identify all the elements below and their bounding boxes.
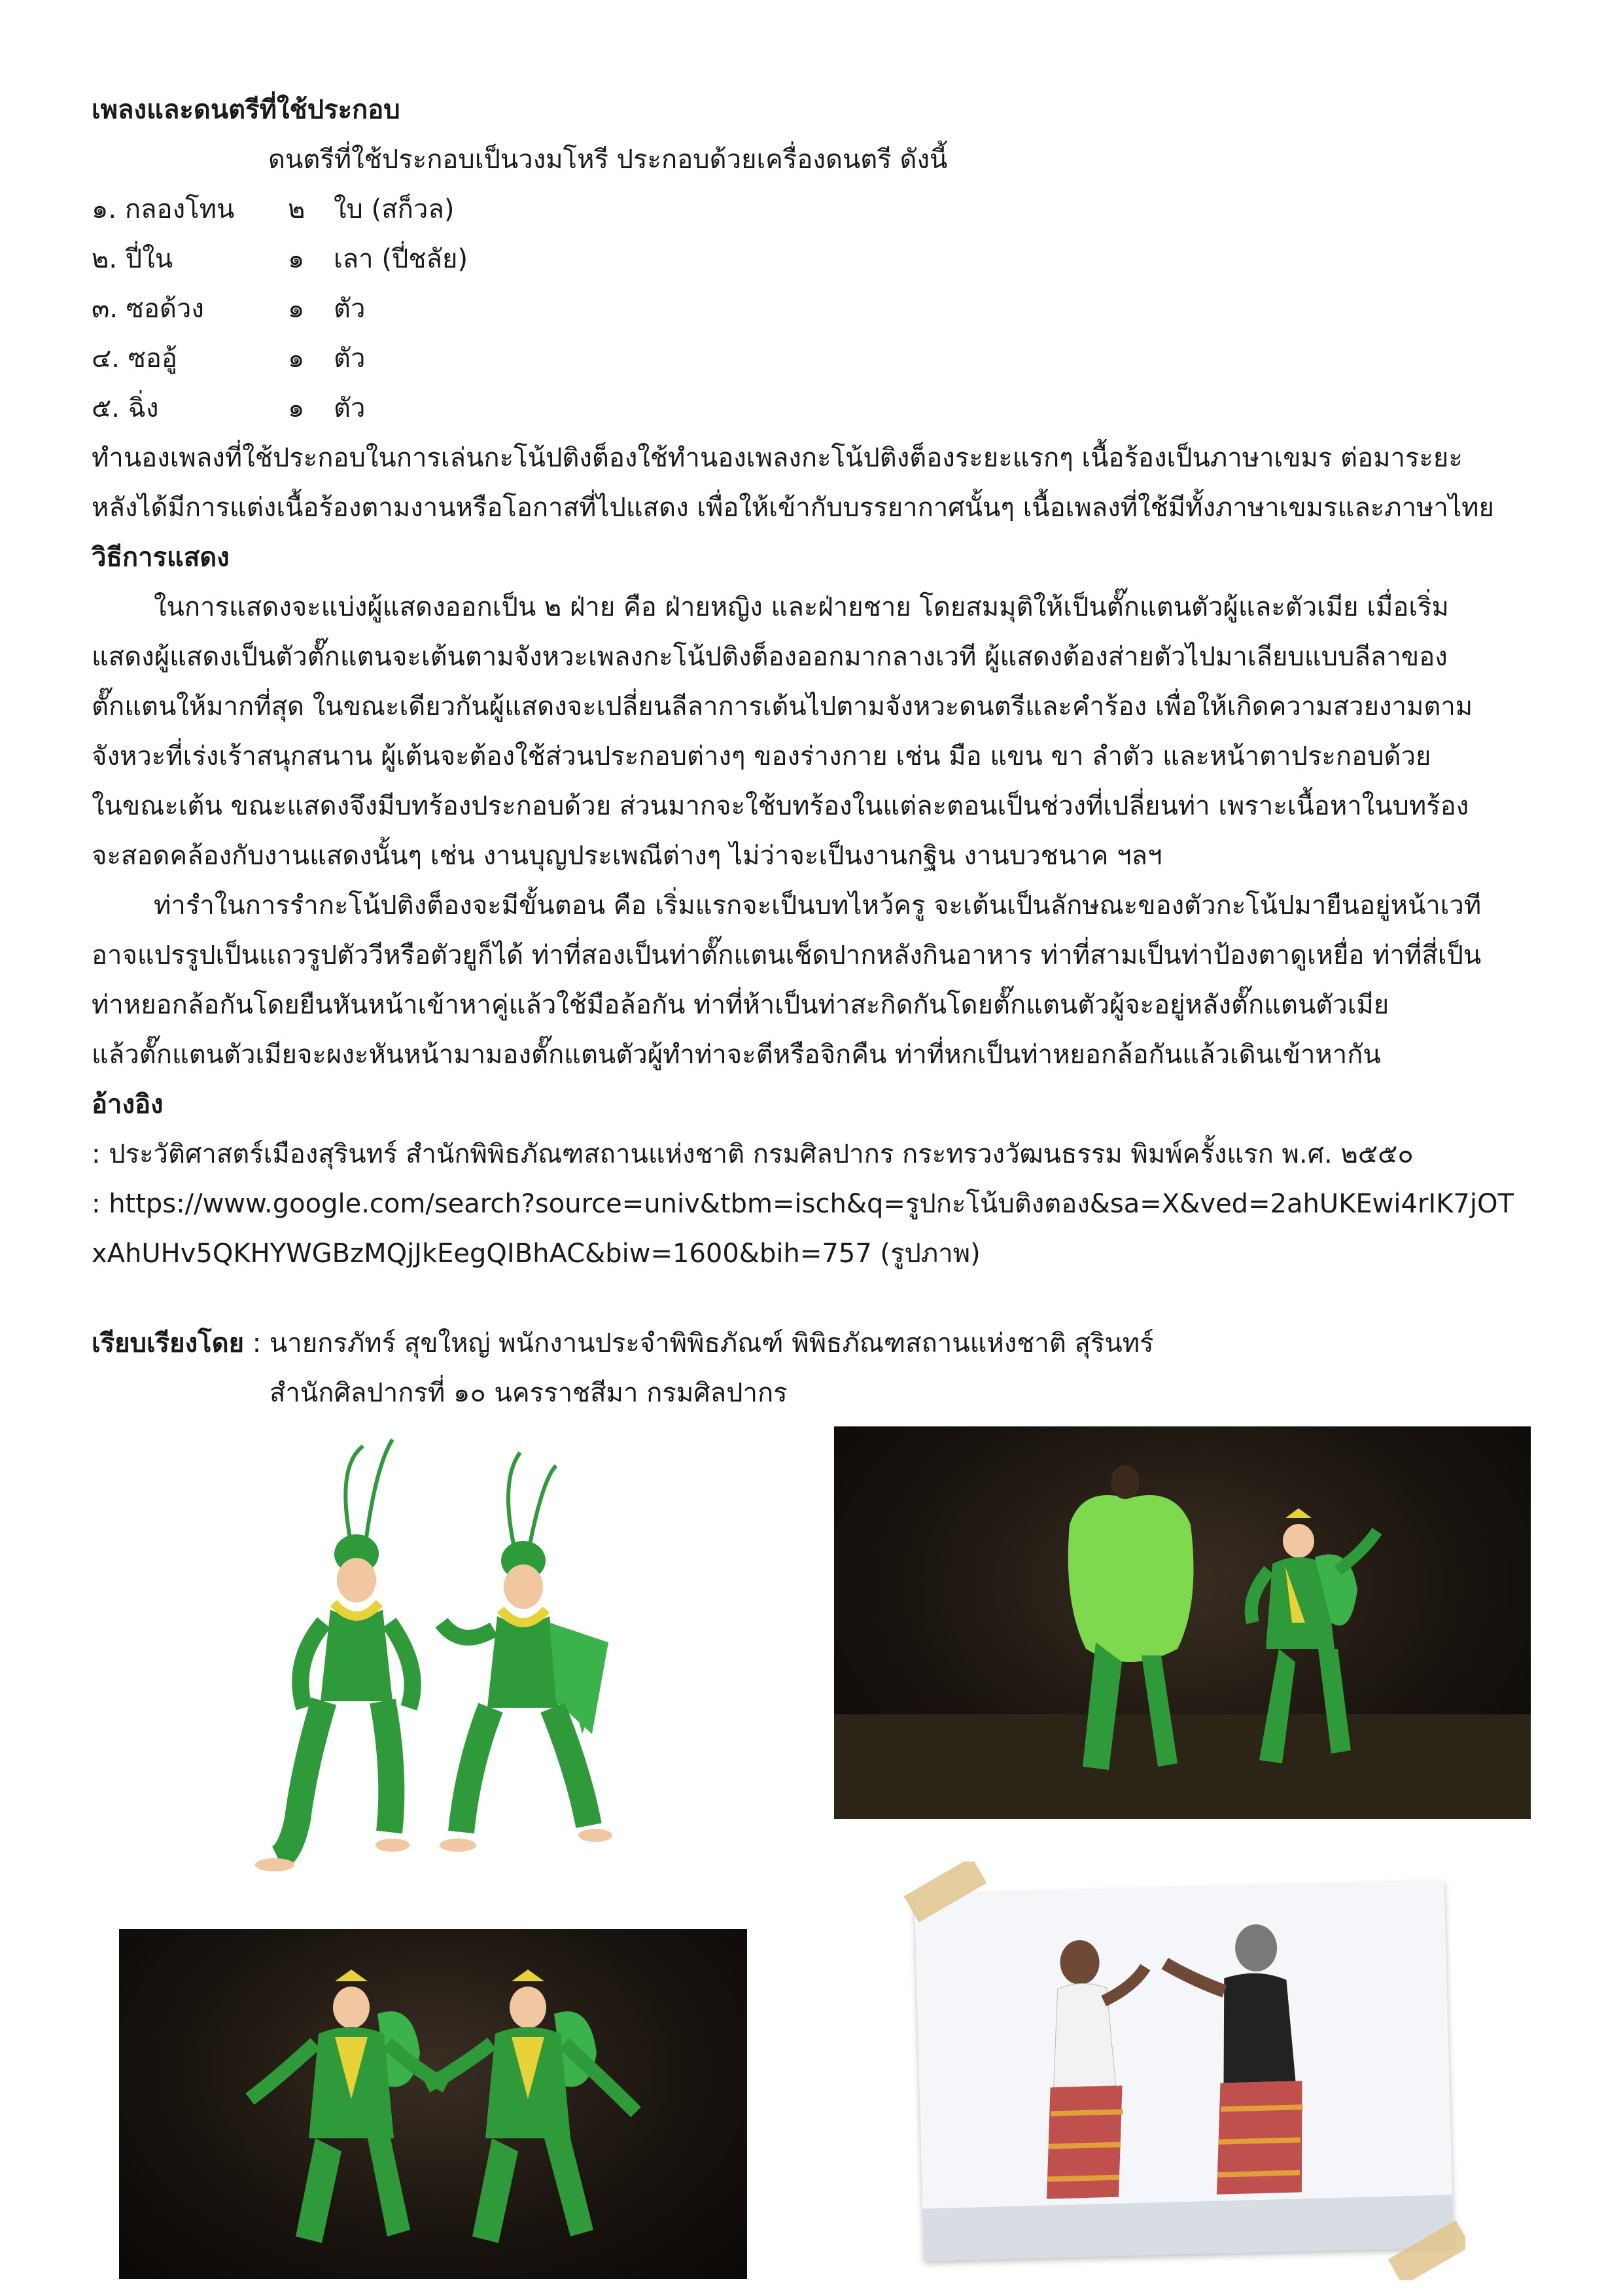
photo-illustration-dancers xyxy=(226,1426,631,1884)
instrument-qty: ๑ xyxy=(288,344,305,374)
paragraph-line: อาจแปรรูปเป็นแถวรูปตัววีหรือตัวยูก็ได้ ท่าที่สองเป็นท่าตั๊กแตนเช็ดปากหลังกินอาหาร ท่าที่สามเป็นท่าป้องตาดูเหยื่อ ท่าที่สี่เป็น xyxy=(92,940,1482,970)
instrument-qty: ๑ xyxy=(288,294,305,324)
paragraph-line: ทำนองเพลงที่ใช้ประกอบในการเล่นกะโน้ปติงต็องใช้ทำนองเพลงกะโน้ปติงต็องระยะแรกๆ เนื้อร้องเป็นภาษาเขมร ต่อมาระยะ xyxy=(92,443,1463,473)
paragraph-line: ท่าหยอกล้อกันโดยยืนหันหน้าเข้าหาคู่แล้วใช้มือล้อกัน ท่าที่ห้าเป็นท่าสะกิดกันโดยตั๊กแตนตัวผู้จะอยู่หลังตั๊กแตนตัวเมีย xyxy=(92,990,1389,1020)
stage-dancers-image xyxy=(834,1426,1531,1819)
photo-two-dancers xyxy=(119,1929,747,2279)
byline-office: สำนักศิลปากรที่ ๑๐ นครราชสีมา กรมศิลปากร xyxy=(270,1378,788,1408)
two-dancers-image xyxy=(119,1929,747,2279)
instrument-row xyxy=(92,284,1537,334)
music-intro: ดนตรีที่ใช้ประกอบเป็นวงมโหรี ประกอบด้วยเครื่องดนตรี ดังนี้ xyxy=(268,145,948,175)
instrument-row xyxy=(92,383,1537,433)
reference-link[interactable]: : https://www.google.com/search?source=univ&tbm=isch&q=รูปกะโน้บติงตอง&sa=X&ved=2ahUKEwi4rIK7jOT xyxy=(92,1189,1514,1219)
instrument-name: ๓. ซอด้วง xyxy=(92,294,204,324)
paragraph-line: ในการแสดงจะแบ่งผู้แสดงออกเป็น ๒ ฝ่าย คือ ฝ่ายหญิง และฝ่ายชาย โดยสมมุติให้เป็นตั๊กแตนตัวผู้และตัวเมีย เมื่อเริ่ม xyxy=(154,592,1449,622)
byline xyxy=(92,1318,1154,1418)
vintage-photo-frame xyxy=(915,1881,1454,2261)
instrument-list xyxy=(92,185,1537,433)
paragraph-line: ท่ารำในการรำกะโน้ปติงต็องจะมีขั้นตอน คือ เริ่มแรกจะเป็นบทไหว้ครู จะเต้นเป็นลักษณะของตัวกะโน้ปมายืนอยู่หน้าเวที xyxy=(154,891,1482,921)
photo-vintage-performers xyxy=(903,1862,1465,2280)
paragraph-line: แสดงผู้แสดงเป็นตัวตั๊กแตนจะเต้นตามจังหวะเพลงกะโน้ปติงต็องออกมากลางเวที ผู้แสดงต้องส่ายตัวไปมาเลียบแบบลีลาของ xyxy=(92,642,1448,672)
vintage-performers-image xyxy=(915,1881,1454,2261)
paragraph-line: ในขณะเต้น ขณะแสดงจึงมีบทร้องประกอบด้วย ส่วนมากจะใช้บทร้องในแต่ละตอนเป็นช่วงที่เปลี่ยนท่า เพราะเนื้อหาในบทร้อง xyxy=(92,791,1469,821)
instrument-row xyxy=(92,234,1537,284)
byline-label: เรียบเรียงโดย xyxy=(92,1328,245,1358)
photo-stage-dancers xyxy=(834,1426,1531,1819)
paragraph-line: แล้วตั๊กแตนตัวเมียจะผงะหันหน้ามามองตั๊กแตนตัวผู้ทำท่าจะตีหรือจิกคืน ท่าที่หกเป็นท่าหยอกล้อกันแล้วเดินเข้าหากัน xyxy=(92,1040,1381,1070)
instrument-row xyxy=(92,185,1537,234)
melody-paragraph xyxy=(92,433,1537,533)
instrument-unit: ตัว xyxy=(334,344,366,374)
performance-paragraph-1 xyxy=(92,582,1537,881)
paragraph-line: หลังได้มีการแต่งเนื้อร้องตามงานหรือโอกาสที่ไปแสดง เพื่อให้เข้ากับบรรยากาศนั้นๆ เนื้อเพลงที่ใช้มีทั้งภาษาเขมรและภาษาไทย xyxy=(92,493,1494,523)
instrument-unit: ตัว xyxy=(334,393,366,423)
instrument-name: ๔. ซออู้ xyxy=(92,344,177,374)
instrument-name: ๒. ปี่ใน xyxy=(92,244,173,274)
music-heading: เพลงและดนตรีที่ใช้ประกอบ xyxy=(92,95,400,125)
instrument-row xyxy=(92,334,1537,383)
instrument-name: ๕. ฉิ่ง xyxy=(92,393,159,423)
references-list xyxy=(92,1129,1537,1279)
instrument-unit: ใบ (สก็วล) xyxy=(334,194,455,224)
instrument-qty: ๑ xyxy=(288,244,305,274)
performance-heading: วิธีการแสดง xyxy=(92,542,230,573)
instrument-unit: เลา (ปี่ชลัย) xyxy=(334,244,468,274)
instrument-name: ๑. กลองโทน xyxy=(92,194,235,224)
paragraph-line: จังหวะที่เร่งเร้าสนุกสนาน ผู้เต้นจะต้องใช้ส่วนประกอบต่างๆ ของร่างกาย เช่น มือ แขน ขา ลำตัว และหน้าตาประกอบด้วย xyxy=(92,741,1431,771)
instrument-qty: ๒ xyxy=(288,194,305,224)
references-heading: อ้างอิง xyxy=(92,1089,164,1120)
performance-paragraph-2 xyxy=(92,881,1537,1080)
reference-link-continued[interactable]: xAhUHv5QKHYWGBzMQjJkEegQIBhAC&biw=1600&bih=757 (รูปภาพ) xyxy=(92,1239,981,1269)
instrument-qty: ๑ xyxy=(288,393,305,423)
instrument-unit: ตัว xyxy=(334,294,366,324)
document-body xyxy=(92,85,1537,1279)
paragraph-line: จะสอดคล้องกับงานแสดงนั้นๆ เช่น งานบุญประเพณีต่างๆ ไม่ว่าจะเป็นงานกฐิน งานบวชนาค ฯลฯ xyxy=(92,841,1162,871)
paragraph-line: ตั๊กแตนให้มากที่สุด ในขณะเดียวกันผู้แสดงจะเปลี่ยนลีลาการเต้นไปตามจังหวะดนตรีและคำร้อง เพื่อให้เกิดความสวยงามตาม xyxy=(92,692,1473,722)
dancers-illustration xyxy=(226,1426,631,1884)
byline-author: : นายกรภัทร์ สุขใหญ่ พนักงานประจำพิพิธภัณฑ์ พิพิธภัณฑสถานแห่งชาติ สุรินทร์ xyxy=(244,1328,1154,1358)
reference-line: : ประวัติศาสตร์เมืองสุรินทร์ สำนักพิพิธภัณฑสถานแห่งชาติ กรมศิลปากร กระทรวงวัฒนธรรม พิมพ์ครั้งแรก พ.ศ. ๒๕๕๐ xyxy=(92,1139,1414,1169)
